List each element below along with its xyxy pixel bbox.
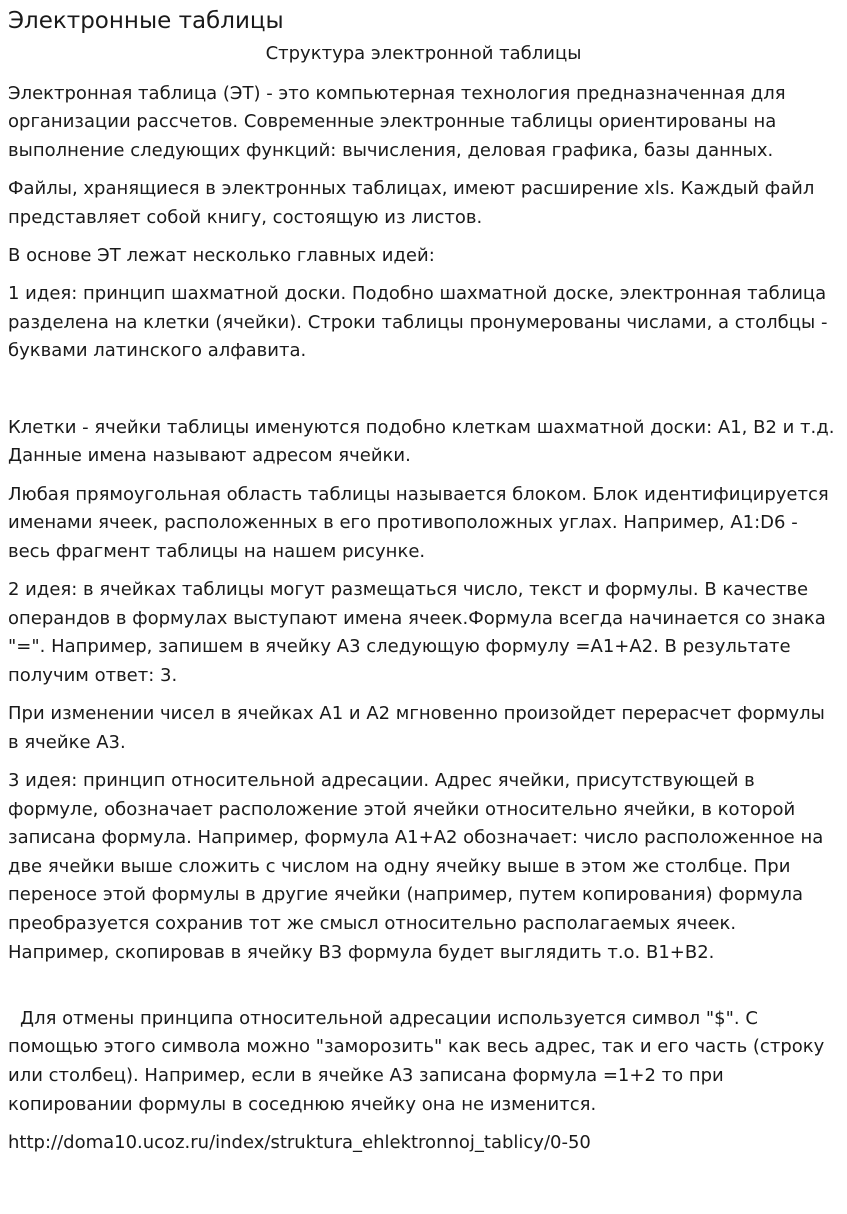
spacer	[8, 977, 839, 1005]
page-title: Электронные таблицы	[8, 8, 284, 34]
paragraph-intro: Электронная таблица (ЭТ) - это компьютерная технология предназначенная для организации рассчетов. Современные электронные таблицы ориентированы на выполнение следующих функций: вычисления, деловая графика, базы данных.	[8, 82, 786, 161]
paragraph-files: Файлы, хранящиеся в электронных таблицах, имеют расширение xls. Каждый файл представляет собой книгу, состоящую из листов.	[8, 178, 815, 228]
paragraph-idea-2: 2 идея: в ячейках таблицы могут размещаться число, текст и формулы. В качестве операндов в формулах выступают имена ячеек.Формула всегда начинается со знака "=". Например, запишем в ячейку A3 следующую формулу =A1+A2. В результате получим ответ: 3.	[8, 579, 826, 686]
article-subtitle: Структура электронной таблицы	[265, 43, 582, 64]
paragraph-idea-1: 1 идея: принцип шахматной доски. Подобно шахматной доске, электронная таблица разделена на клетки (ячейки). Строки таблицы пронумерованы числами, а столбцы - буквами латинского алфавита.	[8, 283, 828, 362]
paragraph-main-ideas: В основе ЭТ лежат несколько главных идей:	[8, 244, 435, 266]
paragraph-block: Любая прямоугольная область таблицы называется блоком. Блок идентифицируется именами ячеек, расположенных в его противоположных углах. Например, A1:D6 - весь фрагмент таблицы на нашем рисунке.	[8, 483, 829, 562]
spacer	[8, 376, 839, 414]
paragraph-absolute-address-text: Для отмены принципа относительной адресации используется символ "$". С помощью этого символа можно "заморозить" как весь адрес, так и его часть (строку или столбец). Например, если в ячейке A3 записана формула =1+2 то при копировании формулы в соседнюю ячейку она не изменится.	[8, 1007, 825, 1115]
article	[0, 6, 847, 1157]
paragraph-absolute-address	[8, 1005, 839, 1119]
paragraph-recalc: При изменении чисел в ячейках A1 и A2 мгновенно произойдет перерасчет формулы в ячейке A3.	[8, 703, 825, 753]
paragraph-cell-names: Клетки - ячейки таблицы именуются подобно клеткам шахматной доски: A1, B2 и т.д. Данные имена называют адресом ячейки.	[8, 416, 835, 467]
source-line	[8, 1129, 839, 1158]
source-link[interactable]: http://doma10.ucoz.ru/index/struktura_ehlektronnoj_tablicy/0-50	[8, 1131, 591, 1153]
paragraph-idea-3: 3 идея: принцип относительной адресации. Адрес ячейки, присутствующей в формуле, обозначает расположение этой ячейки относительно ячейки, в которой записана формула. Например, формула A1+A2 обозначает: число расположенное на две ячейки выше сложить с числом на одну ячейку выше в этом же столбце. При переносе этой формулы в другие ячейки (например, путем копирования) формула преобразуется сохранив тот же смысл относительно располагаемых ячеек. Например, скопировав в ячейку B3 формула будет выглядить т.о. B1+B2.	[8, 769, 824, 963]
